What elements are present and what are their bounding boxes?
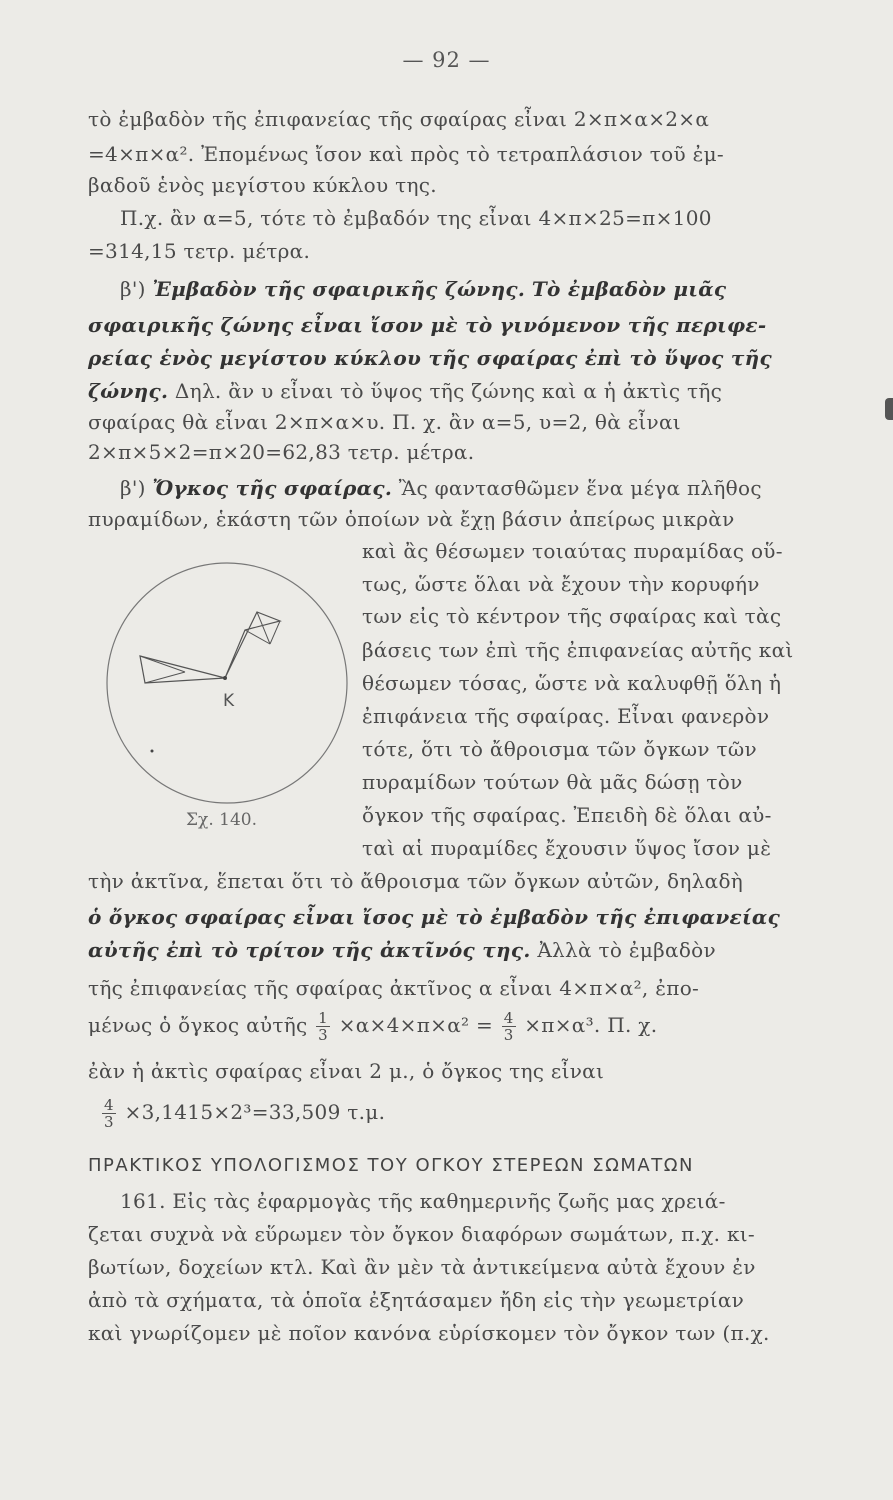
- zone-title: Ἐμβαδὸν τῆς σφαιρικῆς ζώνης.: [152, 277, 526, 301]
- section-heading: ΠΡΑΚΤΙΚΟΣ ΥΠΟΛΟΓΙΣΜΟΣ ΤΟΥ ΟΓΚΟΥ ΣΤΕΡΕΩΝ ΣΩΜΑΤΩΝ: [88, 1155, 694, 1176]
- zone-theorem: Τὸ ἐμβαδὸν μιᾶς: [531, 277, 727, 301]
- fraction-four-thirds: [102, 1097, 116, 1130]
- text-span: ×π×α³. Π. χ.: [524, 1013, 658, 1037]
- text-line: καὶ γνωρίζομεν μὲ ποῖον κανόνα εὑρίσκομεν τὸν ὄγκον των (π.χ.: [88, 1321, 770, 1345]
- text-line: τὴν ἀκτῖνα, ἕπεται ὅτι τὸ ἄθροισμα τῶν ὄγκων αὐτῶν, δηλαδὴ: [88, 869, 744, 893]
- pyramid-right: [225, 612, 280, 678]
- text-line: θέσωμεν τόσας, ὥστε νὰ καλυφθῇ ὅλη ἡ: [362, 671, 782, 695]
- zone-theorem: σφαιρικῆς ζώνης εἶναι ἴσον μὲ τὸ γινόμενον τῆς περιφε-: [88, 313, 767, 337]
- text-line: πυραμίδων, ἑκάστη τῶν ὁποίων νὰ ἔχῃ βάσιν ἀπείρως μικρὰν: [88, 507, 735, 531]
- formula-line: [88, 1010, 657, 1043]
- text-line: τως, ὥστε ὅλαι νὰ ἔχουν τὴν κορυφήν: [362, 572, 760, 596]
- text-line: ζεται συχνὰ νὰ εὕρωμεν τὸν ὄγκον διαφόρων σωμάτων, π.χ. κι-: [88, 1222, 755, 1246]
- text-line: Π.χ. ἂν α=5, τότε τὸ ἐμβαδόν της εἶναι 4×π×25=π×100: [120, 206, 712, 230]
- volume-label: β'): [120, 476, 146, 500]
- fraction-denominator: 3: [503, 1026, 514, 1044]
- text-span: ×3,1415×2³=33,509 τ.μ.: [124, 1100, 386, 1124]
- figure-caption: Σχ. 140.: [186, 810, 257, 830]
- text-line: σφαίρας θὰ εἶναι 2×π×α×υ. Π. χ. ἂν α=5, υ=2, θὰ εἶναι: [88, 410, 681, 434]
- fraction-numerator: 1: [318, 1009, 329, 1027]
- fraction-denominator: 3: [318, 1026, 329, 1044]
- pyramid-edge: [270, 621, 280, 644]
- text-line: ἐπιφάνεια τῆς σφαίρας. Εἶναι φανερὸν: [362, 704, 770, 728]
- text-line: καὶ ἂς θέσωμεν τοιαύτας πυραμίδας οὕ-: [362, 539, 783, 563]
- fraction-numerator: 4: [503, 1009, 514, 1027]
- text-line: τότε, ὅτι τὸ ἄθροισμα τῶν ὄγκων τῶν: [362, 737, 757, 761]
- center-point: [223, 676, 227, 680]
- volume-heading-line: [120, 475, 762, 501]
- fraction-numerator: 4: [104, 1096, 114, 1114]
- text-line: ταὶ αἱ πυραμίδες ἔχουσιν ὕψος ἴσον μὲ: [362, 836, 772, 860]
- text-span: ×α×4×π×α² =: [338, 1013, 494, 1037]
- text-line: βωτίων, δοχείων κτλ. Καὶ ἂν μὲν τὰ ἀντικείμενα αὐτὰ ἔχουν ἐν: [88, 1255, 756, 1279]
- text-line: =4×π×α². Ἐπομένως ἴσον καὶ πρὸς τὸ τετραπλάσιον τοῦ ἐμ-: [88, 142, 724, 166]
- text-line: =314,15 τετρ. μέτρα.: [88, 239, 311, 263]
- text-span: μένως ὁ ὄγκος αὐτῆς: [88, 1013, 308, 1037]
- fraction-four-thirds: [502, 1010, 516, 1043]
- pyramid-edge: [140, 656, 185, 672]
- text-line: των εἰς τὸ κέντρον τῆς σφαίρας καὶ τὰς: [362, 604, 782, 628]
- text-line: ὄγκον τῆς σφαίρας. Ἐπειδὴ δὲ ὅλαι αὐ-: [362, 803, 772, 827]
- formula-line: [100, 1097, 385, 1130]
- text-span: Ἀλλὰ τὸ ἐμβαδὸν: [537, 938, 716, 962]
- page-number: — 92 —: [402, 48, 491, 72]
- zone-heading-line: [120, 276, 726, 302]
- zone-theorem: ζώνης.: [88, 379, 169, 403]
- text-line: τῆς ἐπιφανείας τῆς σφαίρας ἀκτῖνος α εἶναι 4×π×α², ἐπο-: [88, 976, 700, 1000]
- pyramid-edge: [245, 630, 270, 644]
- volume-theorem: ὁ ὄγκος σφαίρας εἶναι ἴσος μὲ τὸ ἐμβαδὸν τῆς ἐπιφανείας: [88, 905, 781, 929]
- text-line: πυραμίδων τούτων θὰ μᾶς δώσῃ τὸν: [362, 770, 743, 794]
- fraction-one-third: [316, 1010, 330, 1043]
- text-line: 161. Εἰς τὰς ἐφαρμογὰς τῆς καθημερινῆς ζωῆς μας χρειά-: [120, 1189, 726, 1213]
- volume-theorem: αὐτῆς ἐπὶ τὸ τρίτον τῆς ἀκτῖνός της.: [88, 938, 531, 962]
- center-label: K: [223, 691, 235, 711]
- text-span: Δηλ. ἂν υ εἶναι τὸ ὕψος τῆς ζώνης καὶ α ἡ ἀκτὶς τῆς: [174, 379, 723, 403]
- text-line: βάσεις των ἐπὶ τῆς ἐπιφανείας αὐτῆς καὶ: [362, 638, 794, 662]
- sphere-figure: [95, 548, 360, 838]
- text-line: βαδοῦ ἑνὸς μεγίστου κύκλου της.: [88, 173, 437, 197]
- text-line: ἐὰν ἡ ἀκτὶς σφαίρας εἶναι 2 μ., ὁ ὄγκος της εἶναι: [88, 1059, 605, 1083]
- text-line: [88, 937, 716, 963]
- text-line: ἀπὸ τὰ σχήματα, τὰ ὁποῖα ἐξητάσαμεν ἤδη εἰς τὴν γεωμετρίαν: [88, 1288, 745, 1312]
- text-line: [88, 378, 722, 404]
- margin-mark: [885, 398, 893, 420]
- text-line: τὸ ἐμβαδὸν τῆς ἐπιφανείας τῆς σφαίρας εἶναι 2×π×α×2×α: [88, 107, 710, 131]
- zone-label: β'): [120, 277, 146, 301]
- sphere-outline: [107, 563, 347, 803]
- dot: [151, 750, 154, 753]
- text-span: Ἂς φαντασθῶμεν ἕνα μέγα πλῆθος: [398, 476, 762, 500]
- volume-title: Ὄγκος τῆς σφαίρας.: [152, 476, 393, 500]
- fraction-denominator: 3: [104, 1113, 114, 1131]
- zone-theorem: ρείας ἑνὸς μεγίστου κύκλου τῆς σφαίρας ἐπὶ τὸ ὕψος τῆς: [88, 346, 772, 370]
- text-line: 2×π×5×2=π×20=62,83 τετρ. μέτρα.: [88, 440, 475, 464]
